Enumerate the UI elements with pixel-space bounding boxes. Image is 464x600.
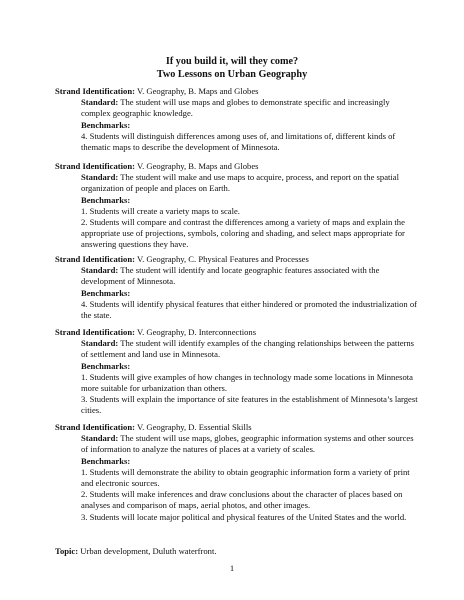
benchmark-item: 4. Students will distinguish differences among uses of, and limitations of, different kinds of thematic maps to describe the development of Minnesota. [81,130,396,153]
standard-text: The student will identify examples of the changing relationships between the patterns of settlement and land use in Minnesota. [81,338,415,360]
strand-section [55,161,420,251]
strand-value: V. Geography, D. Interconnections [136,327,257,337]
benchmarks-label: Benchmarks: [81,119,131,130]
strand-value: V. Geography, D. Essential Skills [136,422,252,432]
strand-section [55,422,420,523]
strand-identification [55,86,420,97]
benchmarks-label: Benchmarks: [81,455,131,466]
standard-label: Standard: [81,97,119,108]
benchmark-item: 1. Students will give examples of how changes in technology made some locations in Minnesota more suitable for urbanization than others. [81,371,413,394]
benchmark-item: 4. Students will identify physical features that either hindered or promoted the industrialization of the state. [81,298,418,321]
strand-section [55,254,420,321]
benchmark-item: 2. Students will compare and contrast the differences among a variety of maps and explain the appropriate use of projections, symbols, coloring and shading, and select maps appropriate for answering questions they have. [81,217,405,250]
benchmark-item: 2. Students will make inferences and draw conclusions about the character of places based on analyses and comparison of maps, aerial photos, and other images. [81,489,403,511]
standard [81,172,421,194]
benchmark-item: 3. Students will locate major political and physical features of the United States and the world. [81,511,407,522]
strand-label: Strand Identification: [55,86,135,96]
strand-label: Strand Identification: [55,161,135,171]
standard [81,433,421,455]
strand-value: V. Geography, B. Maps and Globes [136,161,259,171]
strand-identification [55,254,420,265]
benchmark-item: 3. Students will explain the importance of site features in the establishment of Minnesota’s largest cities. [81,394,418,416]
strand-section [55,327,420,417]
benchmarks-label: Benchmarks: [81,360,131,371]
strand-value: V. Geography, B. Maps and Globes [136,86,259,96]
strand-identification [55,422,420,433]
strand-identification [55,327,420,338]
document-title-line2: Two Lessons on Urban Geography [156,69,308,80]
strand-section [55,86,420,153]
standard [81,265,421,287]
benchmarks-label: Benchmarks: [81,287,131,298]
standard-text: The student will identify and locate geographic features associated with the development of Minnesota. [81,265,380,287]
standard [81,97,421,119]
standard-label: Standard: [81,433,119,444]
benchmark-item: 1. Students will demonstrate the ability to obtain geographic information form a variety of print and electronic sources. [81,466,410,489]
benchmark-item: 1. Students will create a variety maps to scale. [81,205,240,216]
standard-text: The student will use maps and globes to demonstrate specific and increasingly complex geographic knowledge. [81,97,390,119]
topic-value: Urban development, Duluth waterfront. [80,546,217,556]
topic-label: Topic: [55,546,79,556]
strand-label: Strand Identification: [55,254,135,264]
document-title-line1: If you build it, will they come? [165,56,299,67]
benchmarks-label: Benchmarks: [81,194,131,205]
standard [81,338,421,360]
standard-label: Standard: [81,265,119,276]
strand-label: Strand Identification: [55,327,135,337]
strand-label: Strand Identification: [55,422,135,432]
standard-text: The student will make and use maps to acquire, process, and report on the spatial organization of people and places on Earth. [81,172,399,194]
strand-identification [55,161,420,172]
standard-label: Standard: [81,172,119,183]
topic-line [55,546,217,557]
standard-label: Standard: [81,338,119,349]
standard-text: The student will use maps, globes, geographic information systems and other sources of information to analyze the natures of places at a variety of scales. [81,433,414,455]
page-number: 1 [229,563,235,573]
strand-value: V. Geography, C. Physical Features and Processes [136,254,309,264]
